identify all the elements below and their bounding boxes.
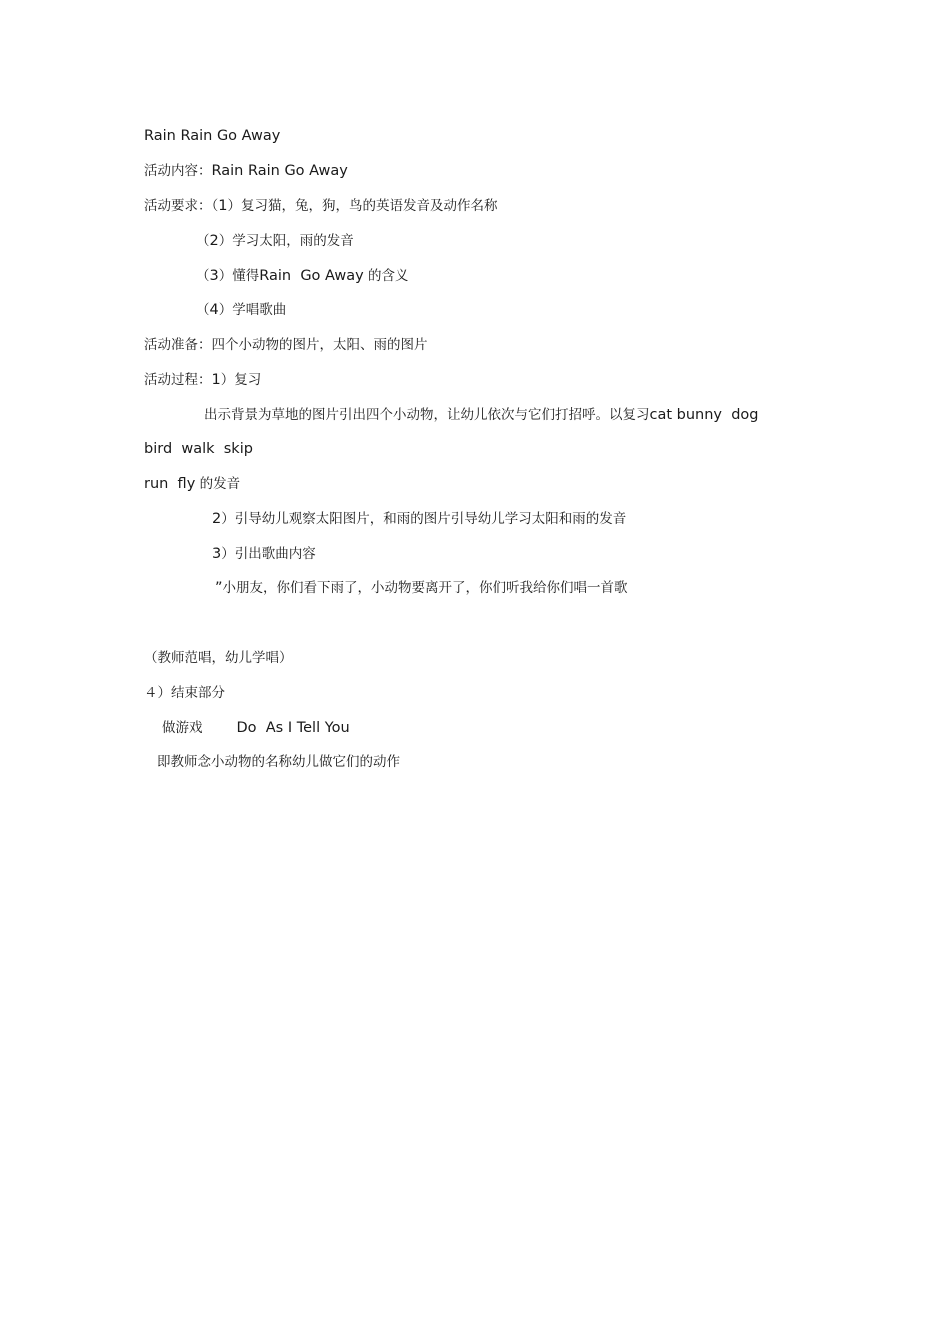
requirement-3-line xyxy=(196,266,408,286)
words-line: bird walk skip xyxy=(144,441,253,457)
requirement-3-latin: Rain Go Away xyxy=(259,268,364,284)
activity-content-label: 活动内容： xyxy=(144,163,212,179)
quote-mark: ” xyxy=(215,580,223,596)
requirement-4-number: 4 xyxy=(209,302,219,318)
requirement-3-open: （ xyxy=(196,268,210,284)
step-3-number: 3 xyxy=(212,546,222,562)
requirement-1-line xyxy=(144,196,497,216)
requirement-2-text: ）学习太阳，雨的发音 xyxy=(218,233,354,249)
requirement-4-open: （ xyxy=(196,302,210,318)
process-label: 活动过程： xyxy=(144,372,212,388)
intro-line xyxy=(204,405,759,425)
requirement-2-number: 2 xyxy=(209,233,219,249)
run-fly-text: 的发音 xyxy=(195,476,241,492)
document-title: Rain Rain Go Away xyxy=(144,128,281,144)
process-text: ）复习 xyxy=(220,372,262,388)
requirement-4-text: ）学唱歌曲 xyxy=(218,302,287,318)
step-4-line: ４）结束部分 xyxy=(144,685,225,701)
run-fly-words: run fly xyxy=(144,476,196,492)
requirement-1-text: ）复习猫，兔，狗，鸟的英语发音及动作名称 xyxy=(227,198,498,214)
step-2-text: ）引导幼儿观察太阳图片，和雨的图片引导幼儿学习太阳和雨的发音 xyxy=(221,511,627,527)
activity-content-line xyxy=(144,161,348,181)
teacher-line: （教师范唱，幼儿学唱） xyxy=(144,650,293,666)
step-2-number: 2 xyxy=(212,511,222,527)
requirement-3-end: 的含义 xyxy=(363,268,409,284)
step-2-line xyxy=(212,509,626,529)
requirement-2-open: （ xyxy=(196,233,210,249)
quote-text: 小朋友，你们看下雨了，小动物要离开了，你们听我给你们唱一首歌 xyxy=(222,580,628,596)
game-label: 做游戏 xyxy=(162,720,203,736)
requirement-3-mid: ）懂得 xyxy=(218,268,260,284)
requirement-4-line xyxy=(196,300,286,320)
intro-words: cat bunny dog xyxy=(649,407,759,423)
quote-line xyxy=(215,578,628,598)
game-line xyxy=(162,718,350,738)
run-fly-line xyxy=(144,474,240,494)
requirement-2-line xyxy=(196,231,354,251)
process-line xyxy=(144,370,261,390)
requirements-label: 活动要求：（ xyxy=(144,198,219,214)
process-number: 1 xyxy=(211,372,221,388)
game-description-line: 即教师念小动物的名称幼儿做它们的动作 xyxy=(157,754,400,770)
game-name: Do As I Tell You xyxy=(236,720,350,736)
requirement-3-number: 3 xyxy=(209,268,219,284)
activity-content-value: Rain Rain Go Away xyxy=(211,163,348,179)
preparation-line: 活动准备：四个小动物的图片，太阳、雨的图片 xyxy=(144,337,428,353)
intro-text: 出示背景为草地的图片引出四个小动物，让幼儿依次与它们打招呼。以复习 xyxy=(204,407,650,423)
step-3-line xyxy=(212,544,316,564)
requirement-1-number: 1 xyxy=(218,198,228,214)
step-3-text: ）引出歌曲内容 xyxy=(221,546,316,562)
